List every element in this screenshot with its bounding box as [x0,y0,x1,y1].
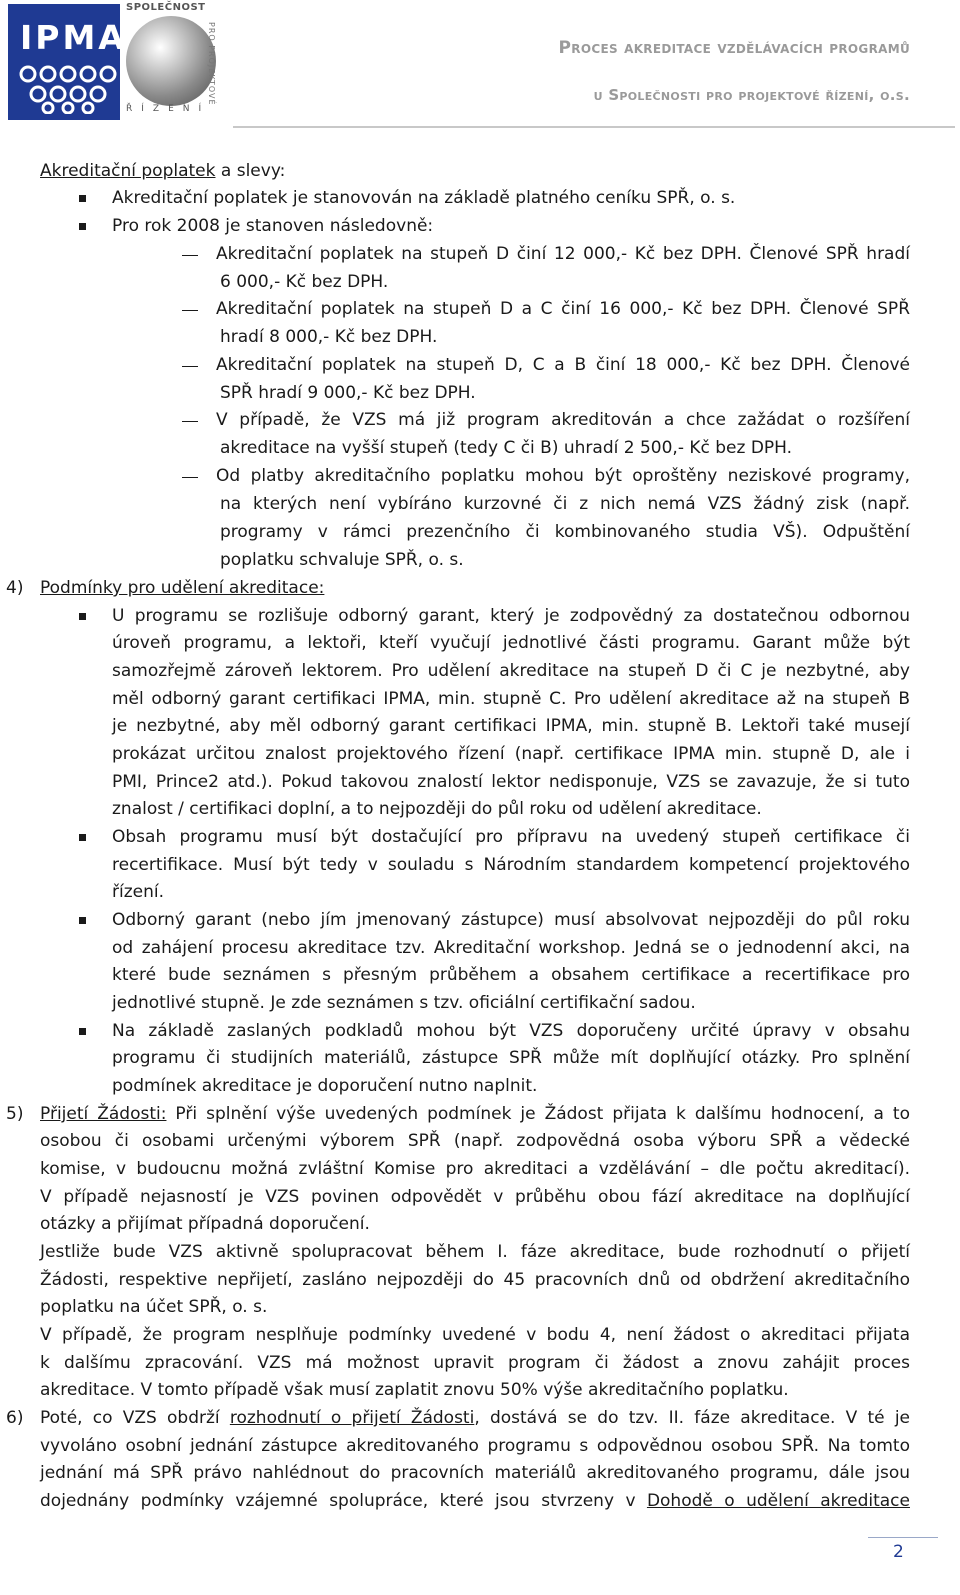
fees-bullet-1: Akreditační poplatek je stanovován na základě platného ceníku SPŘ, o. s. [112,188,736,208]
fees-dash-4-line1: V případě, že VZS má již program akreditován a chce zažádat o rozšíření [216,410,910,430]
logo-bottom-text: ŘÍZENÍ [126,104,211,114]
s4-b2-line: řízení. [112,882,164,902]
section-6-number: 6) [6,1408,24,1428]
section-5-number: 5) [6,1104,24,1124]
page-header [0,0,960,132]
section-5-heading: Přijetí Žádosti: [40,1104,167,1124]
bullet-icon [79,917,86,924]
s6-decision-link: rozhodnutí o přijetí Žádosti [229,1408,475,1428]
section-5-first-line [40,1101,910,1128]
dash-icon [182,310,198,311]
header-title-line2: u Společnosti pro projektové řízení, o.s. [593,86,910,104]
s6-line-3: jednání má SPŘ právo nahlédnout do pracovních materiálů akreditovaného programu, dále jsou [40,1463,910,1483]
logo-vertical-text: PRO PROJEKTOVÉ [207,22,216,106]
s6-line-2: vyvoláno osobní jednání zástupce akreditovaného programu s odpovědnou osobou SPŘ. Na tomto [40,1436,910,1456]
logo-dots-icon [18,62,118,114]
logo-sphere-icon [126,16,216,106]
s5-p3-line: V případě, že program nesplňuje podmínky uvedené v bodu 4, není žádost o akreditaci přijata [40,1325,910,1345]
bullet-icon [79,834,86,841]
s6-line-1 [40,1405,910,1432]
fees-dash-3-line2: SPŘ hradí 9 000,- Kč bez DPH. [220,383,476,403]
section-5-first-line-rest: Při splnění výše uvedených podmínek je Žádost přijata k dalšímu hodnocení, a to [166,1104,910,1124]
s4-b3-line: které bude seznámen s přesným průběhem a obsahem certifikace a recertifikace pro [112,965,910,985]
s5-p1-line: komise, v budoucnu možná zvláštní Komise pro akreditaci a vzdělávání – dle počtu akreditací). [40,1159,910,1179]
fees-dash-4-line2: akreditace na vyšší stupeň (tedy C či B) uhradí 2 500,- Kč bez DPH. [220,438,793,458]
s4-b1-line: úroveň programu, a lektoři, kteří vyučují jednotlivé části programu. Garant může být [112,633,910,653]
section-4-number: 4) [6,578,24,598]
s6-line-1-b: , dostává se do tzv. II. fáze akreditace. V té je [474,1408,911,1428]
bullet-icon [79,195,86,202]
fees-dash-5-line1: Od platby akreditačního poplatku mohou být oproštěny neziskové programy, [216,466,910,486]
s4-b1-line: je nezbytné, aby měl odborný garant certifikaci IPMA, min. stupně B. Lektoři také musejí [112,716,910,736]
s4-b1-line: znalost / certifikaci doplní, a to nejpozději do půl roku od udělení akreditace. [112,799,762,819]
dash-icon [182,255,198,256]
s5-p3-line: akreditace. V tomto případě však musí zaplatit znovu 50% výše akreditačního poplatku. [40,1380,789,1400]
bullet-icon [79,1028,86,1035]
page-number: 2 [893,1542,904,1562]
section-4-heading: Podmínky pro udělení akreditace: [40,578,325,598]
fees-dash-5-line4: poplatku schvaluje SPŘ, o. s. [220,550,464,570]
s5-p1-line: osobou či osobami určenými výborem SPŘ (např. zodpovědná osoba výboru SPŘ a vědecké [40,1131,910,1151]
ipma-logo [8,4,127,120]
s5-p2-line: Jestliže bude VZS aktivně spolupracovat během I. fáze akreditace, bude rozhodnutí o přijetí [40,1242,910,1262]
dash-icon [182,421,198,422]
s5-p3-line: k dalšímu zpracování. VZS má možnost upravit program či žádost a znovu zahájit proces [40,1353,910,1373]
dash-icon [182,477,198,478]
s4-b1-line: měl odborný garant certifikaci IPMA, min. stupně C. Pro udělení akreditace až na stupeň B [112,689,910,709]
s4-b1-line: PMI, Prince2 atd.). Pokud takovou znalostí lektor nedisponuje, VZS se zavazuje, že si tuto [112,772,910,792]
fees-dash-5-line3: programy v rámci prezenčního či kombinovaného studia VŠ). Odpuštění [220,522,910,542]
logo-company-text: SPOLEČNOST [126,2,206,13]
s4-b1-line: samozřejmě zároveň lektorem. Pro udělení akreditace na stupeň D či C je nezbytné, aby [112,661,910,681]
fees-bullet-2: Pro rok 2008 je stanoven následovně: [112,216,434,236]
s4-b4-line: programu či studijních materiálů, zástupce SPŘ může mít doplňující otázky. Pro splnění [112,1048,910,1068]
dash-icon [182,366,198,367]
s6-line-4 [40,1488,910,1515]
s6-agreement-link: Dohodě o udělení akreditace [646,1491,910,1511]
fees-dash-2-line1: Akreditační poplatek na stupeň D a C činí 16 000,- Kč bez DPH. Členové SPŘ [216,299,910,319]
s4-b3-line: od zahájení procesu akreditace tzv. Akreditační workshop. Jedná se o jednodenní akci, na [112,938,910,958]
header-title-line1: Proces akreditace vzdělávacích programů [558,38,910,58]
s4-b3-line: Odborný garant (nebo jím jmenovaný zástupce) musí absolvovat nejpozději do půl roku [112,910,910,930]
fees-dash-3-line1: Akreditační poplatek na stupeň D, C a B činí 18 000,- Kč bez DPH. Členové [216,355,910,375]
s5-p1-line: otázky a přijímat případná doporučení. [40,1214,370,1234]
s5-p2-line: poplatku na účet SPŘ, o. s. [40,1297,268,1317]
logo-text: IPMA [20,18,127,57]
s5-p2-line: Žádosti, respektive nepřijetí, zasláno nejpozději do 45 pracovních dnů od obdržení akreditačního [40,1270,910,1290]
s4-b1-line: prokázat určitou znalost projektového řízení (např. certifikace IPMA min. stupně D, ale i [112,744,910,764]
s6-line-4-a: dojednány podmínky vzájemné spolupráce, které jsou stvrzeny v [40,1491,647,1511]
fees-heading-rest: a slevy: [215,161,286,181]
s4-b1-line: U programu se rozlišuje odborný garant, který je zodpovědný za dostatečnou odbornou [112,606,910,626]
s4-b4-line: podmínek akreditace je doporučení nutno naplnit. [112,1076,538,1096]
bullet-icon [79,613,86,620]
fees-dash-5-line2: na kterých není vybíráno kurzovné či z nich nemá VZS žádný zisk (např. [220,494,910,514]
s4-b3-line: jednotlivé stupně. Je zde seznámen s tzv. oficiální certifikační sadou. [112,993,696,1013]
s6-line-1-a: Poté, co VZS obdrží [40,1408,230,1428]
s5-p1-line: V případě nejasností je VZS povinen odpovědět v průběhu obou fází akreditace na doplňující [40,1187,910,1207]
fees-dash-2-line2: hradí 8 000,- Kč bez DPH. [220,327,438,347]
fees-dash-1-line1: Akreditační poplatek na stupeň D činí 12 000,- Kč bez DPH. Členové SPŘ hradí [216,244,910,264]
bullet-icon [79,223,86,230]
fees-dash-1-line2: 6 000,- Kč bez DPH. [220,272,389,292]
fees-heading-underlined: Akreditační poplatek [40,161,216,181]
s4-b2-line: Obsah programu musí být dostačující pro přípravu na uvedený stupeň certifikace či [112,827,910,847]
s4-b2-line: recertifikace. Musí být tedy v souladu s Národním standardem kompetencí projektového [112,855,910,875]
header-divider [233,126,955,128]
s4-b4-line: Na základě zaslaných podkladů mohou být VZS doporučeny určité úpravy v obsahu [112,1021,910,1041]
fees-heading [40,158,285,185]
footer-divider [868,1537,938,1538]
